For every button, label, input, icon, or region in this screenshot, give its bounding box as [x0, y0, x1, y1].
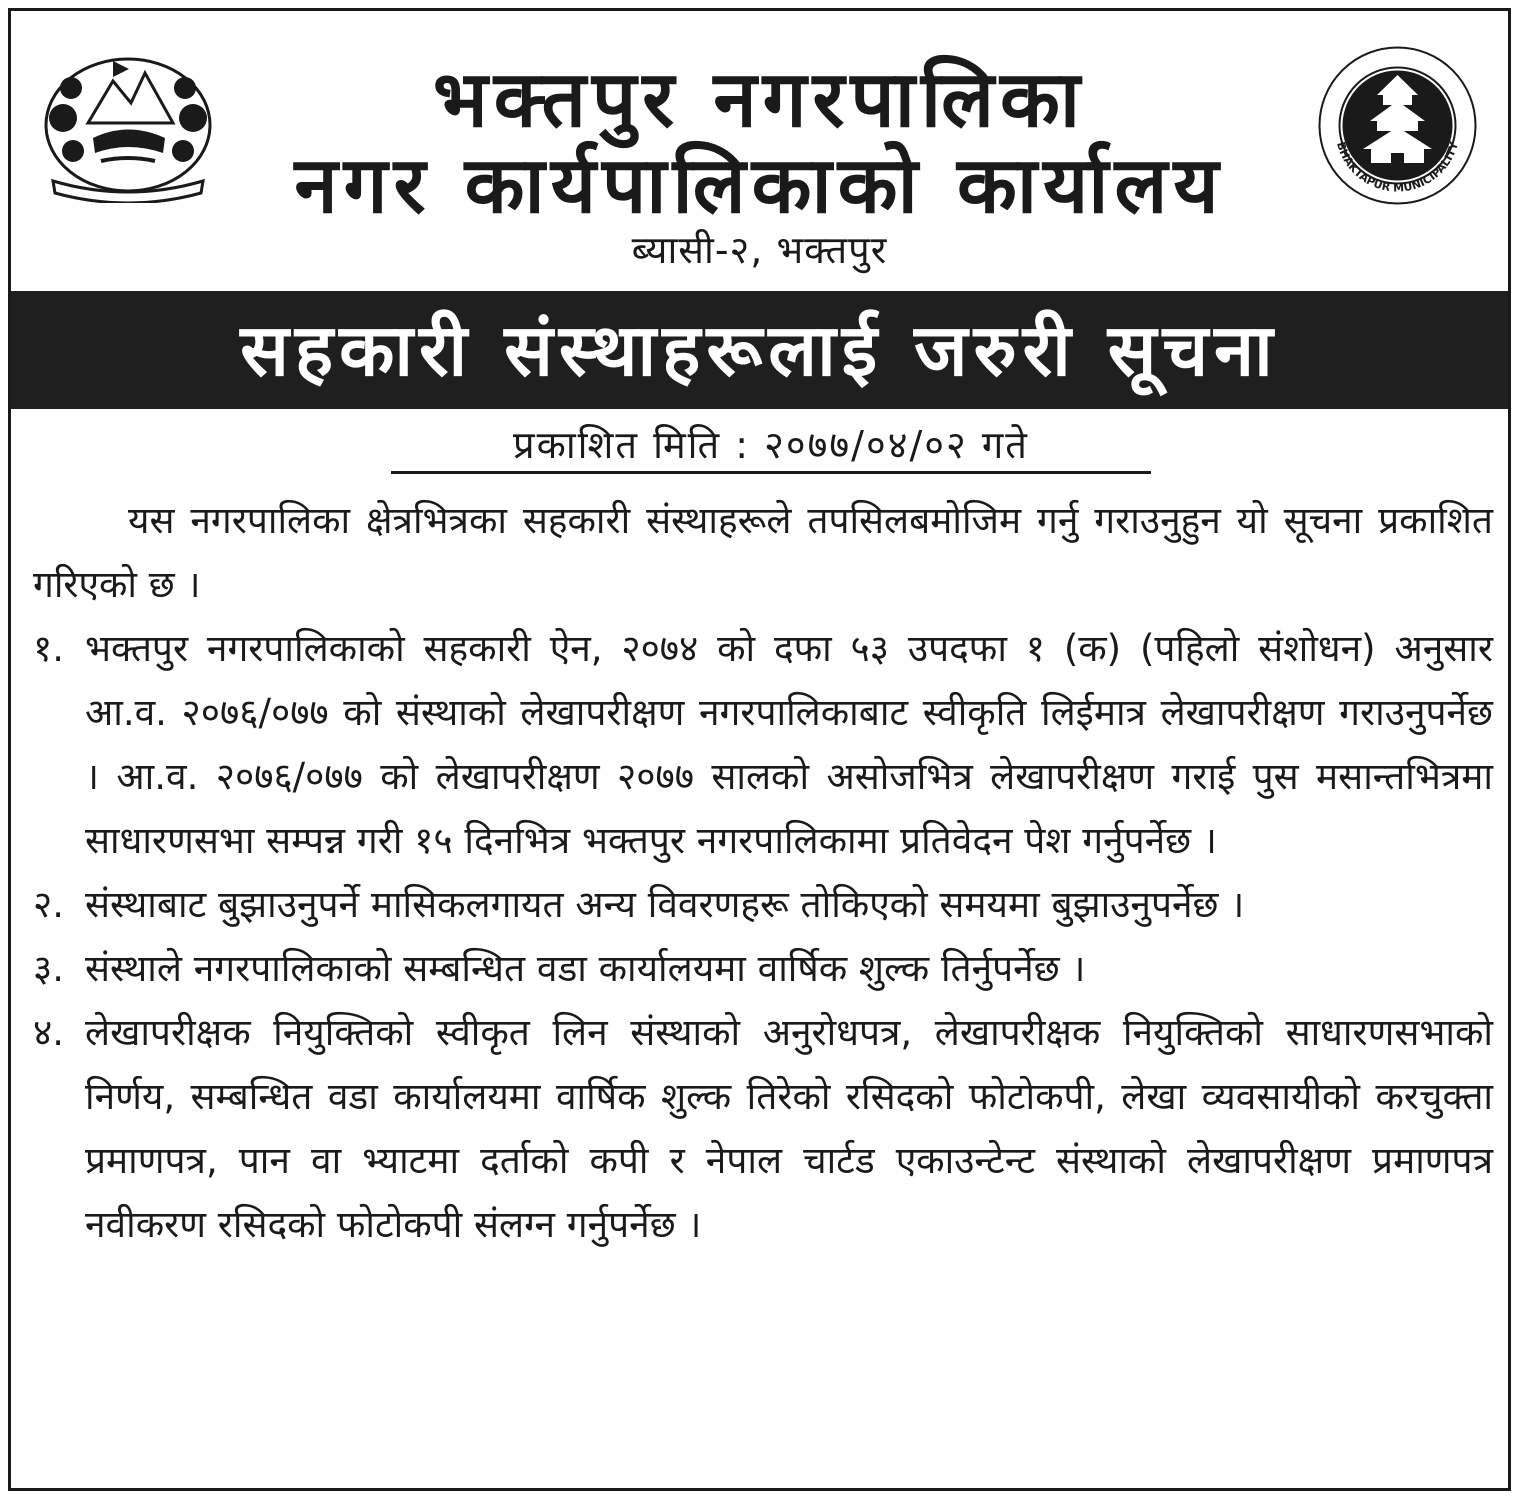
- published-date: प्रकाशित मिति : २०७७/०४/०२ गते: [391, 419, 1151, 474]
- notice-item: [33, 1001, 1493, 1257]
- notice-intro: यस नगरपालिका क्षेत्रभित्रका सहकारी संस्थाहरूले तपसिलबमोजिम गर्नु गराउनुहुन यो सूचना प्रकाशित गरिएको छ ।: [33, 499, 1493, 606]
- notice-banner: [11, 291, 1508, 409]
- item-number: १.: [33, 627, 65, 670]
- item-text: संस्थाबाट बुझाउनुपर्ने मासिकलगायत अन्य विवरणहरू तोकिएको समयमा बुझाउनुपर्नेछ ।: [85, 883, 1245, 926]
- municipality-name: भक्तपुर नगरपालिका: [432, 55, 1087, 145]
- notice-body: [33, 489, 1493, 1257]
- seal-text: BHAKTAPUR MUNICIPALITY: [1334, 140, 1461, 195]
- item-number: ३.: [33, 947, 65, 990]
- notice-item: [33, 937, 1493, 1001]
- notice-header: [11, 11, 1508, 291]
- item-number: ४.: [33, 1011, 65, 1054]
- item-text: संस्थाले नगरपालिकाको सम्बन्धित वडा कार्यालयमा वार्षिक शुल्क तिर्नुपर्नेछ ।: [85, 947, 1086, 990]
- office-address: ब्यासी-२, भक्तपुर: [631, 228, 888, 272]
- notice-item: [33, 873, 1493, 937]
- notice-heading: सहकारी संस्थाहरूलाई जरुरी सूचना: [240, 308, 1279, 392]
- item-number: २.: [33, 883, 65, 926]
- municipality-seal-icon: [1315, 43, 1480, 208]
- notice-item: [33, 617, 1493, 873]
- item-text: भक्तपुर नगरपालिकाको सहकारी ऐन, २०७४ को दफा ५३ उपदफा १ (क) (पहिलो संशोधन) अनुसार आ.व. २०७६/०७७ को संस्थाको लेखापरीक्षण नगरपालिकाबाट स्वीकृति लिईमात्र लेखापरीक्षण गराउनुपर्नेछ । आ.व. २०७६/०७७ को लेखापरीक्षण २०७७ सालको असोजभित्र लेखापरीक्षण गराई पुस मसान्तभित्रमा साधारणसभा सम्पन्न गरी १५ दिनभित्र भक्तपुर नगरपालिकामा प्रतिवेदन पेश गर्नुपर्नेछ ।: [85, 627, 1493, 862]
- notice-frame: [8, 8, 1511, 1491]
- office-name: नगर कार्यपालिकाको कार्यालय: [294, 141, 1225, 231]
- item-text: लेखापरीक्षक नियुक्तिको स्वीकृत लिन संस्थाको अनुरोधपत्र, लेखापरीक्षक नियुक्तिको साधारणसभाको निर्णय, सम्बन्धित वडा कार्यालयमा वार्षिक शुल्क तिरेको रसिदको फोटोकपी, लेखा व्यवसायीको करचुक्ता प्रमाणपत्र, पान वा भ्याटमा दर्ताको कपी र नेपाल चार्टड एकाउन्टेन्ट संस्थाको लेखापरीक्षण प्रमाणपत्र नवीकरण रसिदको फोटोकपी संलग्न गर्नुपर्नेछ ।: [85, 1011, 1493, 1246]
